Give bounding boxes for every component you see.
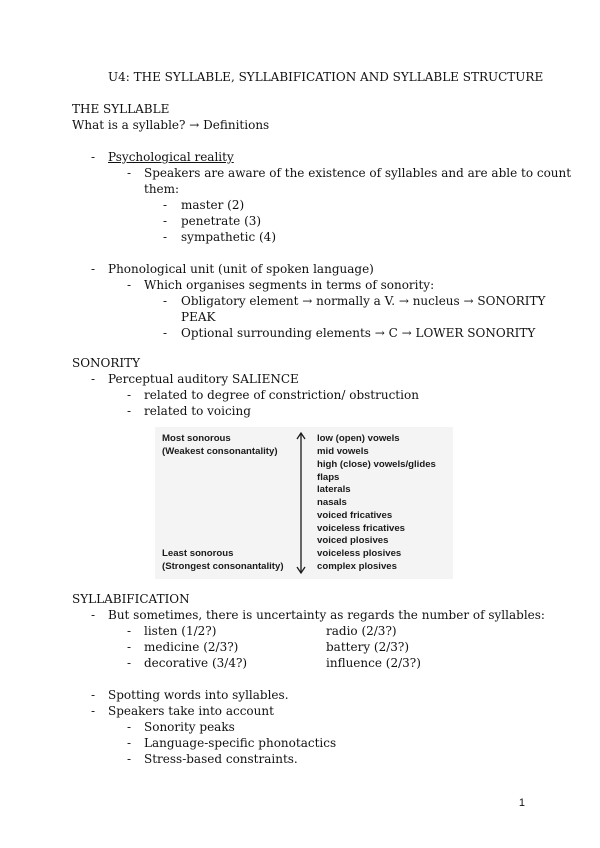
bullet-phonological-unit: Phonological unit (unit of spoken language) [108, 262, 374, 276]
word-example-right: influence (2/3?) [326, 656, 421, 670]
scale-item: mid vowels [317, 446, 369, 457]
word-example-left: medicine (2/3?) [144, 640, 239, 654]
scale-item: complex plosives [317, 561, 397, 572]
sub-bullet-speakers-aware: Speakers are aware of the existence of syllables and are able to count [144, 166, 572, 180]
scale-item: laterals [317, 484, 351, 495]
scale-item: voiceless fricatives [317, 523, 406, 534]
bullet-dash: - [91, 608, 96, 622]
sub-bullet-constriction: related to degree of constriction/ obstruction [144, 388, 419, 402]
bullet-dash: - [163, 294, 168, 308]
bullet-dash: - [127, 388, 132, 402]
sub-bullet-sonority-peaks: Sonority peaks [144, 720, 235, 734]
bullet-dash: - [91, 150, 96, 164]
least-sonorous-label: Least sonorous [162, 548, 234, 559]
sub-bullet-voicing: related to voicing [144, 404, 251, 418]
bullet-dash: - [91, 688, 96, 702]
bullet-perceptual-salience: Perceptual auditory SALIENCE [108, 372, 299, 386]
sub-bullet-organises: Which organises segments in terms of sonority: [144, 278, 435, 292]
word-example-left: decorative (3/4?) [144, 656, 248, 670]
bullet-spotting-words: Spotting words into syllables. [108, 688, 289, 702]
strongest-consonantality-label: (Strongest consonantality) [162, 561, 284, 572]
scale-item: high (close) vowels/glides [317, 459, 436, 470]
item-optional-elements: Optional surrounding elements → C → LOWER SONORITY [181, 326, 536, 340]
sub-bullet-speakers-aware-cont: them: [144, 182, 180, 196]
example-item: sympathetic (4) [181, 230, 276, 244]
bullet-dash: - [163, 326, 168, 340]
word-example-right: battery (2/3?) [326, 640, 410, 654]
sub-bullet-phonotactics: Language-specific phonotactics [144, 736, 337, 750]
scale-item: nasals [317, 497, 347, 508]
page-number: 1 [518, 797, 525, 809]
bullet-dash: - [163, 230, 168, 244]
section-heading-sonority: SONORITY [72, 356, 141, 370]
most-sonorous-label: Most sonorous [162, 433, 231, 444]
sonority-hierarchy-figure [155, 427, 453, 579]
example-item: master (2) [181, 198, 245, 212]
word-example-left: listen (1/2?) [144, 624, 217, 638]
word-example-right: radio (2/3?) [326, 624, 397, 638]
bullet-dash: - [127, 720, 132, 734]
scale-item: flaps [317, 472, 340, 483]
bullet-dash: - [127, 752, 132, 766]
bullet-dash: - [91, 372, 96, 386]
example-item: penetrate (3) [181, 214, 262, 228]
section-heading-syllabification: SYLLABIFICATION [72, 592, 190, 606]
bullet-dash: - [163, 198, 168, 212]
bullet-dash: - [163, 214, 168, 228]
scale-item: voiceless plosives [317, 548, 402, 559]
section-heading-syllable: THE SYLLABLE [72, 102, 170, 116]
item-obligatory-element-cont: PEAK [181, 310, 216, 324]
sub-bullet-stress-constraints: Stress-based constraints. [144, 752, 298, 766]
bullet-psychological-reality: Psychological reality [108, 150, 234, 164]
bullet-dash: - [127, 624, 132, 638]
bullet-dash: - [127, 736, 132, 750]
bullet-dash: - [91, 262, 96, 276]
bullet-dash: - [91, 704, 96, 718]
scale-item: low (open) vowels [317, 433, 400, 444]
weakest-consonantality-label: (Weakest consonantality) [162, 446, 278, 457]
scale-item: voiced plosives [317, 535, 389, 546]
document-title: U4: THE SYLLABLE, SYLLABIFICATION AND SYLLABLE STRUCTURE [108, 70, 544, 84]
bullet-dash: - [127, 640, 132, 654]
bullet-dash: - [127, 404, 132, 418]
sonority-scale-arrow [294, 430, 308, 576]
bullet-uncertainty: But sometimes, there is uncertainty as regards the number of syllables: [108, 608, 545, 622]
scale-item: voiced fricatives [317, 510, 393, 521]
item-obligatory-element: Obligatory element → normally a V. → nucleus → SONORITY [181, 294, 546, 308]
bullet-dash: - [127, 166, 132, 180]
definition-question: What is a syllable? → Definitions [72, 118, 270, 132]
bullet-dash: - [127, 656, 132, 670]
bullet-dash: - [127, 278, 132, 292]
bullet-speakers-account: Speakers take into account [108, 704, 274, 718]
